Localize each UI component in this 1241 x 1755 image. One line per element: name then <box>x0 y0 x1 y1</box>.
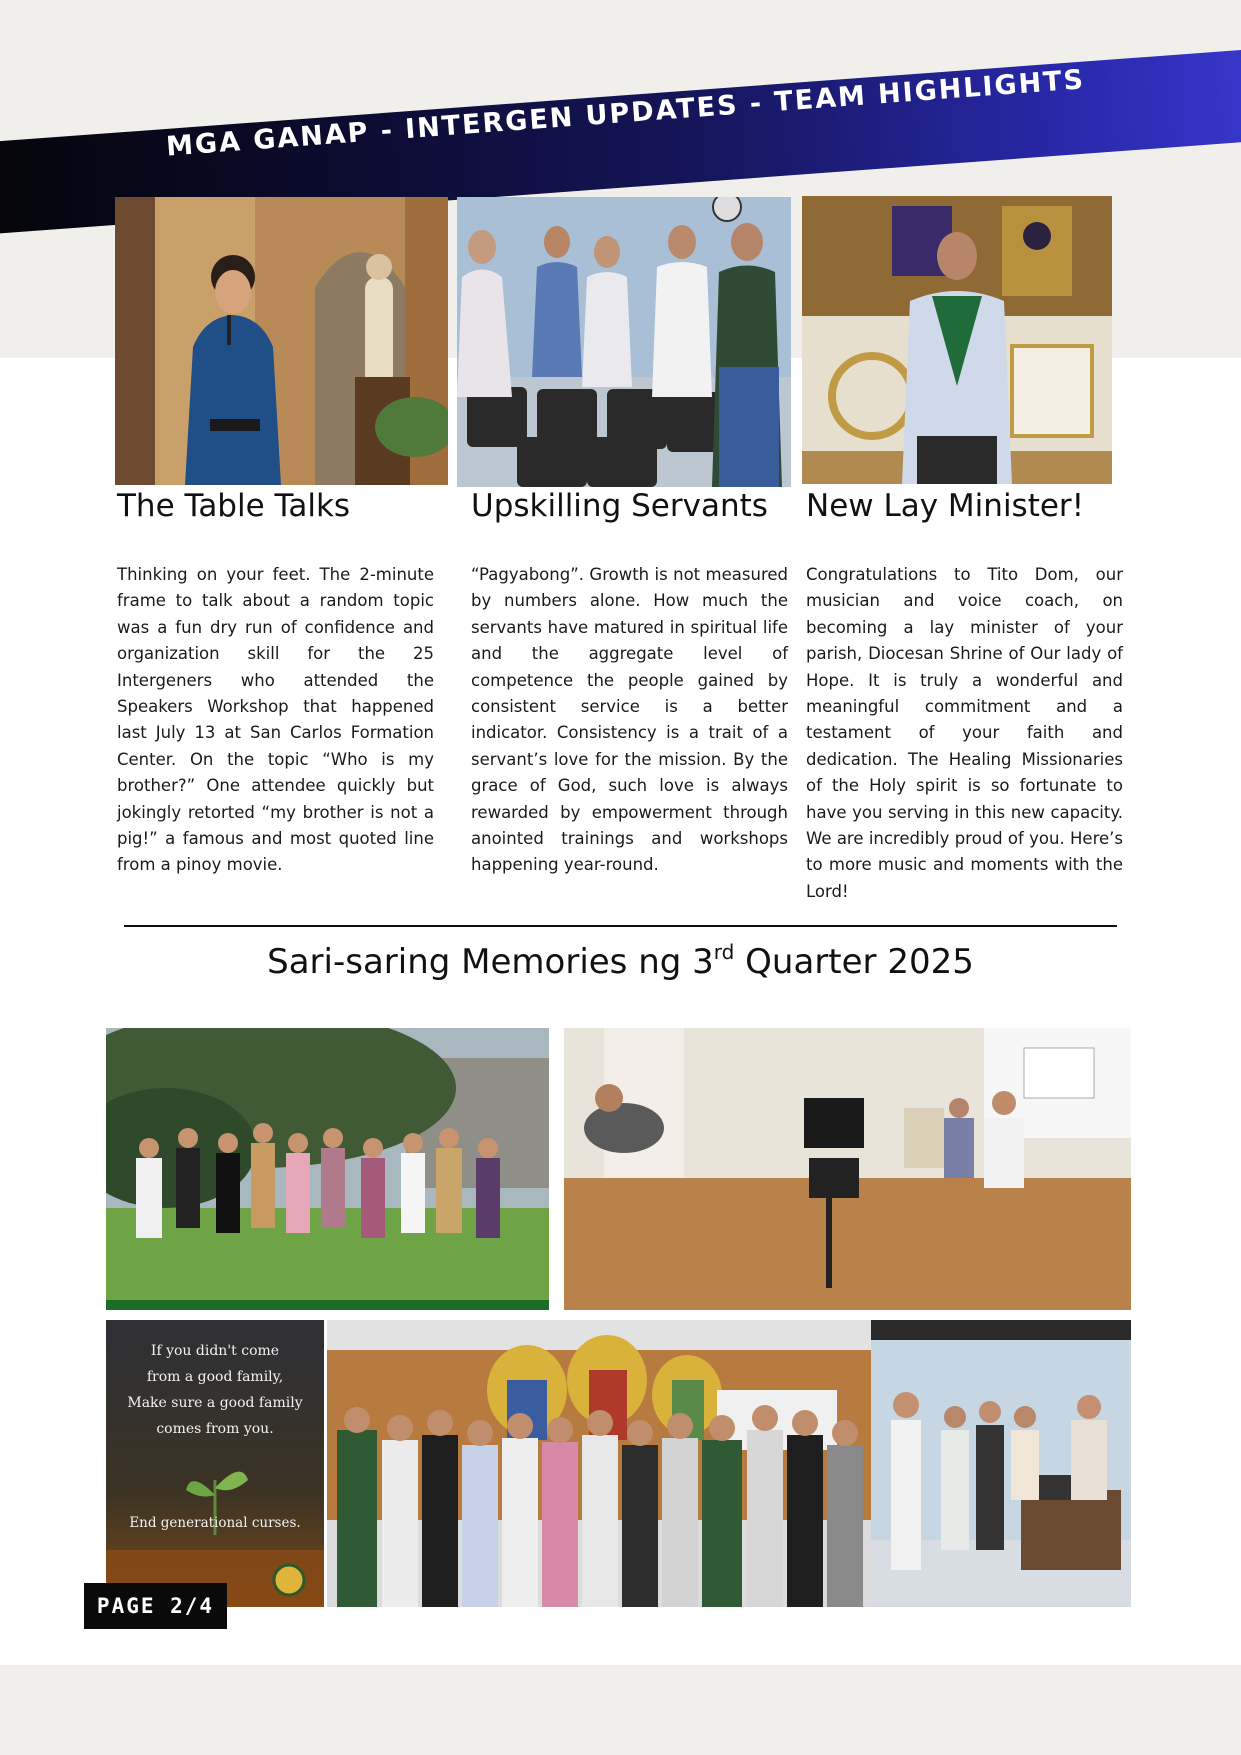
column-title-upskilling: Upskilling Servants <box>471 488 768 524</box>
page-number-label: PAGE 2/4 <box>84 1583 227 1629</box>
memories-photo-outdoor-jump <box>106 1028 549 1310</box>
column-body-upskilling: “Pagyabong”. Growth is not measured by numbers alone. How much the servants have matured in spiritual life and the aggregate level of competence the people gained by consistent service is a better indicator. Consistency is a trait of a servant’s love for the mission. By the grace of God, such love is always rewarded by empowerment through anointed trainings and workshops happening year-round. <box>471 565 788 875</box>
memories-photo-workshop-room <box>564 1028 1131 1310</box>
column-body-lay-minister: Congratulations to Tito Dom, our musician and voice coach, on becoming a lay minister of your parish, Diocesan Shrine of Our lady of Hope. It is truly a wonderful and meaningful commitment and a testament of your faith and dedication. The Healing Missionaries of the Holy spirit is so fortunate to have you serving in this new capacity. We are incredibly proud of you. Here’s to more music and moments with the Lord! <box>806 565 1123 901</box>
banner-title: MGA GANAP - INTERGEN UPDATES - TEAM HIGHLIGHTS <box>165 64 1087 163</box>
memories-photo-dancing <box>871 1320 1131 1607</box>
column-title-lay-minister: New Lay Minister! <box>806 488 1085 524</box>
bottom-background <box>0 1665 1241 1755</box>
photo-new-lay-minister <box>802 196 1112 484</box>
section-divider <box>124 925 1117 927</box>
poster-footer-text: End generational curses. <box>129 1515 301 1531</box>
memories-photo-group <box>327 1320 871 1607</box>
column-body-table-talks: Thinking on your feet. The 2-minute frame to talk about a random topic was a fun dry run of confidence and organization skill for the 25 Intergeners who attended the Speakers Workshop that happened last July 13 at San Carlos Formation Center. On the topic “Who is my brother?” One attendee quickly but jokingly retorted “my brother is not a pig!” a famous and most quoted line from a pinoy movie. <box>117 565 434 875</box>
poster-quote-text: If you didn't come from a good family, Make sure a good family comes from you. <box>127 1343 303 1437</box>
photo-table-talks <box>115 197 448 485</box>
memories-title: Sari-saring Memories ng 3rd Quarter 2025 <box>267 940 974 982</box>
column-title-table-talks: The Table Talks <box>117 488 351 524</box>
photo-upskilling-servants <box>457 197 791 487</box>
memories-quote-poster <box>106 1320 324 1607</box>
